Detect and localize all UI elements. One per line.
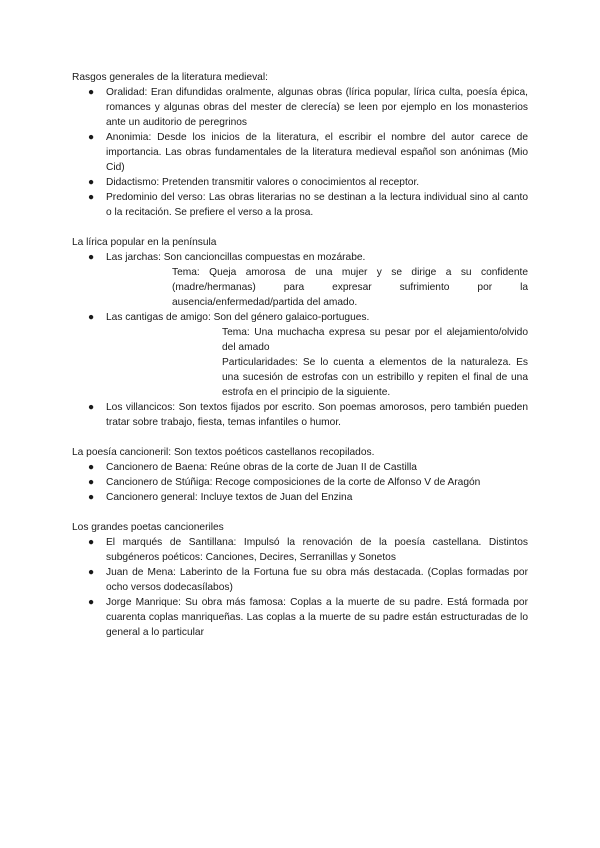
cantigas-tema: Tema: Una muchacha expresa su pesar por el alejamiento/olvido del amado xyxy=(222,327,528,353)
list-item: ● Juan de Mena: Laberinto de la Fortuna fue su obra más destacada. (Coplas formadas por ocho versos dodecasílabos) xyxy=(88,567,528,593)
list-item: ● Oralidad: Eran difundidas oralmente, algunas obras (lírica popular, lírica culta, poesía épica, romances y algunas obras del mester de clerecía) se leen por ejemplo en los monasterios ante un auditorio de peregrinos xyxy=(88,87,528,128)
bullet-icon: ● xyxy=(88,597,95,608)
section-rasgos-generales xyxy=(72,70,528,220)
list-item: ● Anonimia: Desde los inicios de la literatura, el escribir el nombre del autor carece de importancia. Las obras fundamentales de la literatura medieval español son anónimas (Mio Cid) xyxy=(88,132,528,173)
list-item-cantigas: ● Las cantigas de amigo: Son del género galaico-portugues. xyxy=(88,312,370,323)
list-item: ● El marqués de Santillana: Impulsó la renovación de la poesía castellana. Distintos subgéneros poéticos: Canciones, Decires, Serranillas y Sonetos xyxy=(88,537,528,563)
section-heading: Los grandes poetas cancioneriles xyxy=(72,522,224,533)
bullet-icon: ● xyxy=(88,492,95,503)
list-item: ● Cancionero de Stúñiga: Recoge composiciones de la corte de Alfonso V de Aragón xyxy=(88,477,481,488)
bullet-icon: ● xyxy=(88,567,95,578)
bullet-icon: ● xyxy=(88,402,95,413)
bullet-icon: ● xyxy=(88,177,95,188)
list-item: ● Didactismo: Pretenden transmitir valores o conocimientos al receptor. xyxy=(88,177,420,188)
bullet-list xyxy=(72,310,528,325)
jarchas-tema: Tema: Queja amorosa de una mujer y se dirige a su confidente (madre/hermanas) para expresar sufrimiento por la ausencia/enfermedad/partida del amado. xyxy=(172,267,528,308)
list-item: ● Cancionero de Baena: Reúne obras de la corte de Juan II de Castilla xyxy=(88,462,417,473)
list-item: ● Predominio del verso: Las obras literarias no se destinan a la lectura individual sino al canto o la recitación. Se prefiere el verso a la prosa. xyxy=(88,192,528,218)
section-poesia-cancioneril xyxy=(72,445,528,505)
bullet-icon: ● xyxy=(88,537,95,548)
document-page xyxy=(72,70,528,655)
bullet-list xyxy=(72,400,528,430)
bullet-icon: ● xyxy=(88,477,95,488)
section-grandes-poetas xyxy=(72,520,528,640)
list-item-jarchas: ● Las jarchas: Son cancioncillas compuestas en mozárabe. xyxy=(88,252,366,263)
cantigas-particularidades: Particularidades: Se lo cuenta a elementos de la naturaleza. Es una sucesión de estrofas con un estribillo y repiten el final de una estrofa en el principio de la siguiente. xyxy=(222,357,528,398)
bullet-list xyxy=(72,85,528,220)
bullet-icon: ● xyxy=(88,192,95,203)
bullet-icon: ● xyxy=(88,462,95,473)
bullet-list xyxy=(72,460,528,505)
bullet-icon: ● xyxy=(88,252,95,263)
section-heading: La lírica popular en la península xyxy=(72,237,217,248)
list-item: ● Cancionero general: Incluye textos de Juan del Enzina xyxy=(88,492,353,503)
bullet-list xyxy=(72,535,528,640)
section-heading: Rasgos generales de la literatura medieval: xyxy=(72,72,268,83)
list-item: ● Jorge Manrique: Su obra más famosa: Coplas a la muerte de su padre. Está formada por cuarenta coplas manriqueñas. Las coplas a la muerte de su padre están estructuradas de lo general a lo particular xyxy=(88,597,528,638)
list-item-villancicos: ● Los villancicos: Son textos fijados por escrito. Son poemas amorosos, pero también pueden tratar sobre trabajo, fiesta, temas infantiles o humor. xyxy=(88,402,528,428)
section-heading: La poesía cancioneril: Son textos poéticos castellanos recopilados. xyxy=(72,447,375,458)
bullet-icon: ● xyxy=(88,87,95,98)
bullet-list xyxy=(72,250,528,265)
bullet-icon: ● xyxy=(88,132,95,143)
bullet-icon: ● xyxy=(88,312,95,323)
section-lirica-popular xyxy=(72,235,528,430)
